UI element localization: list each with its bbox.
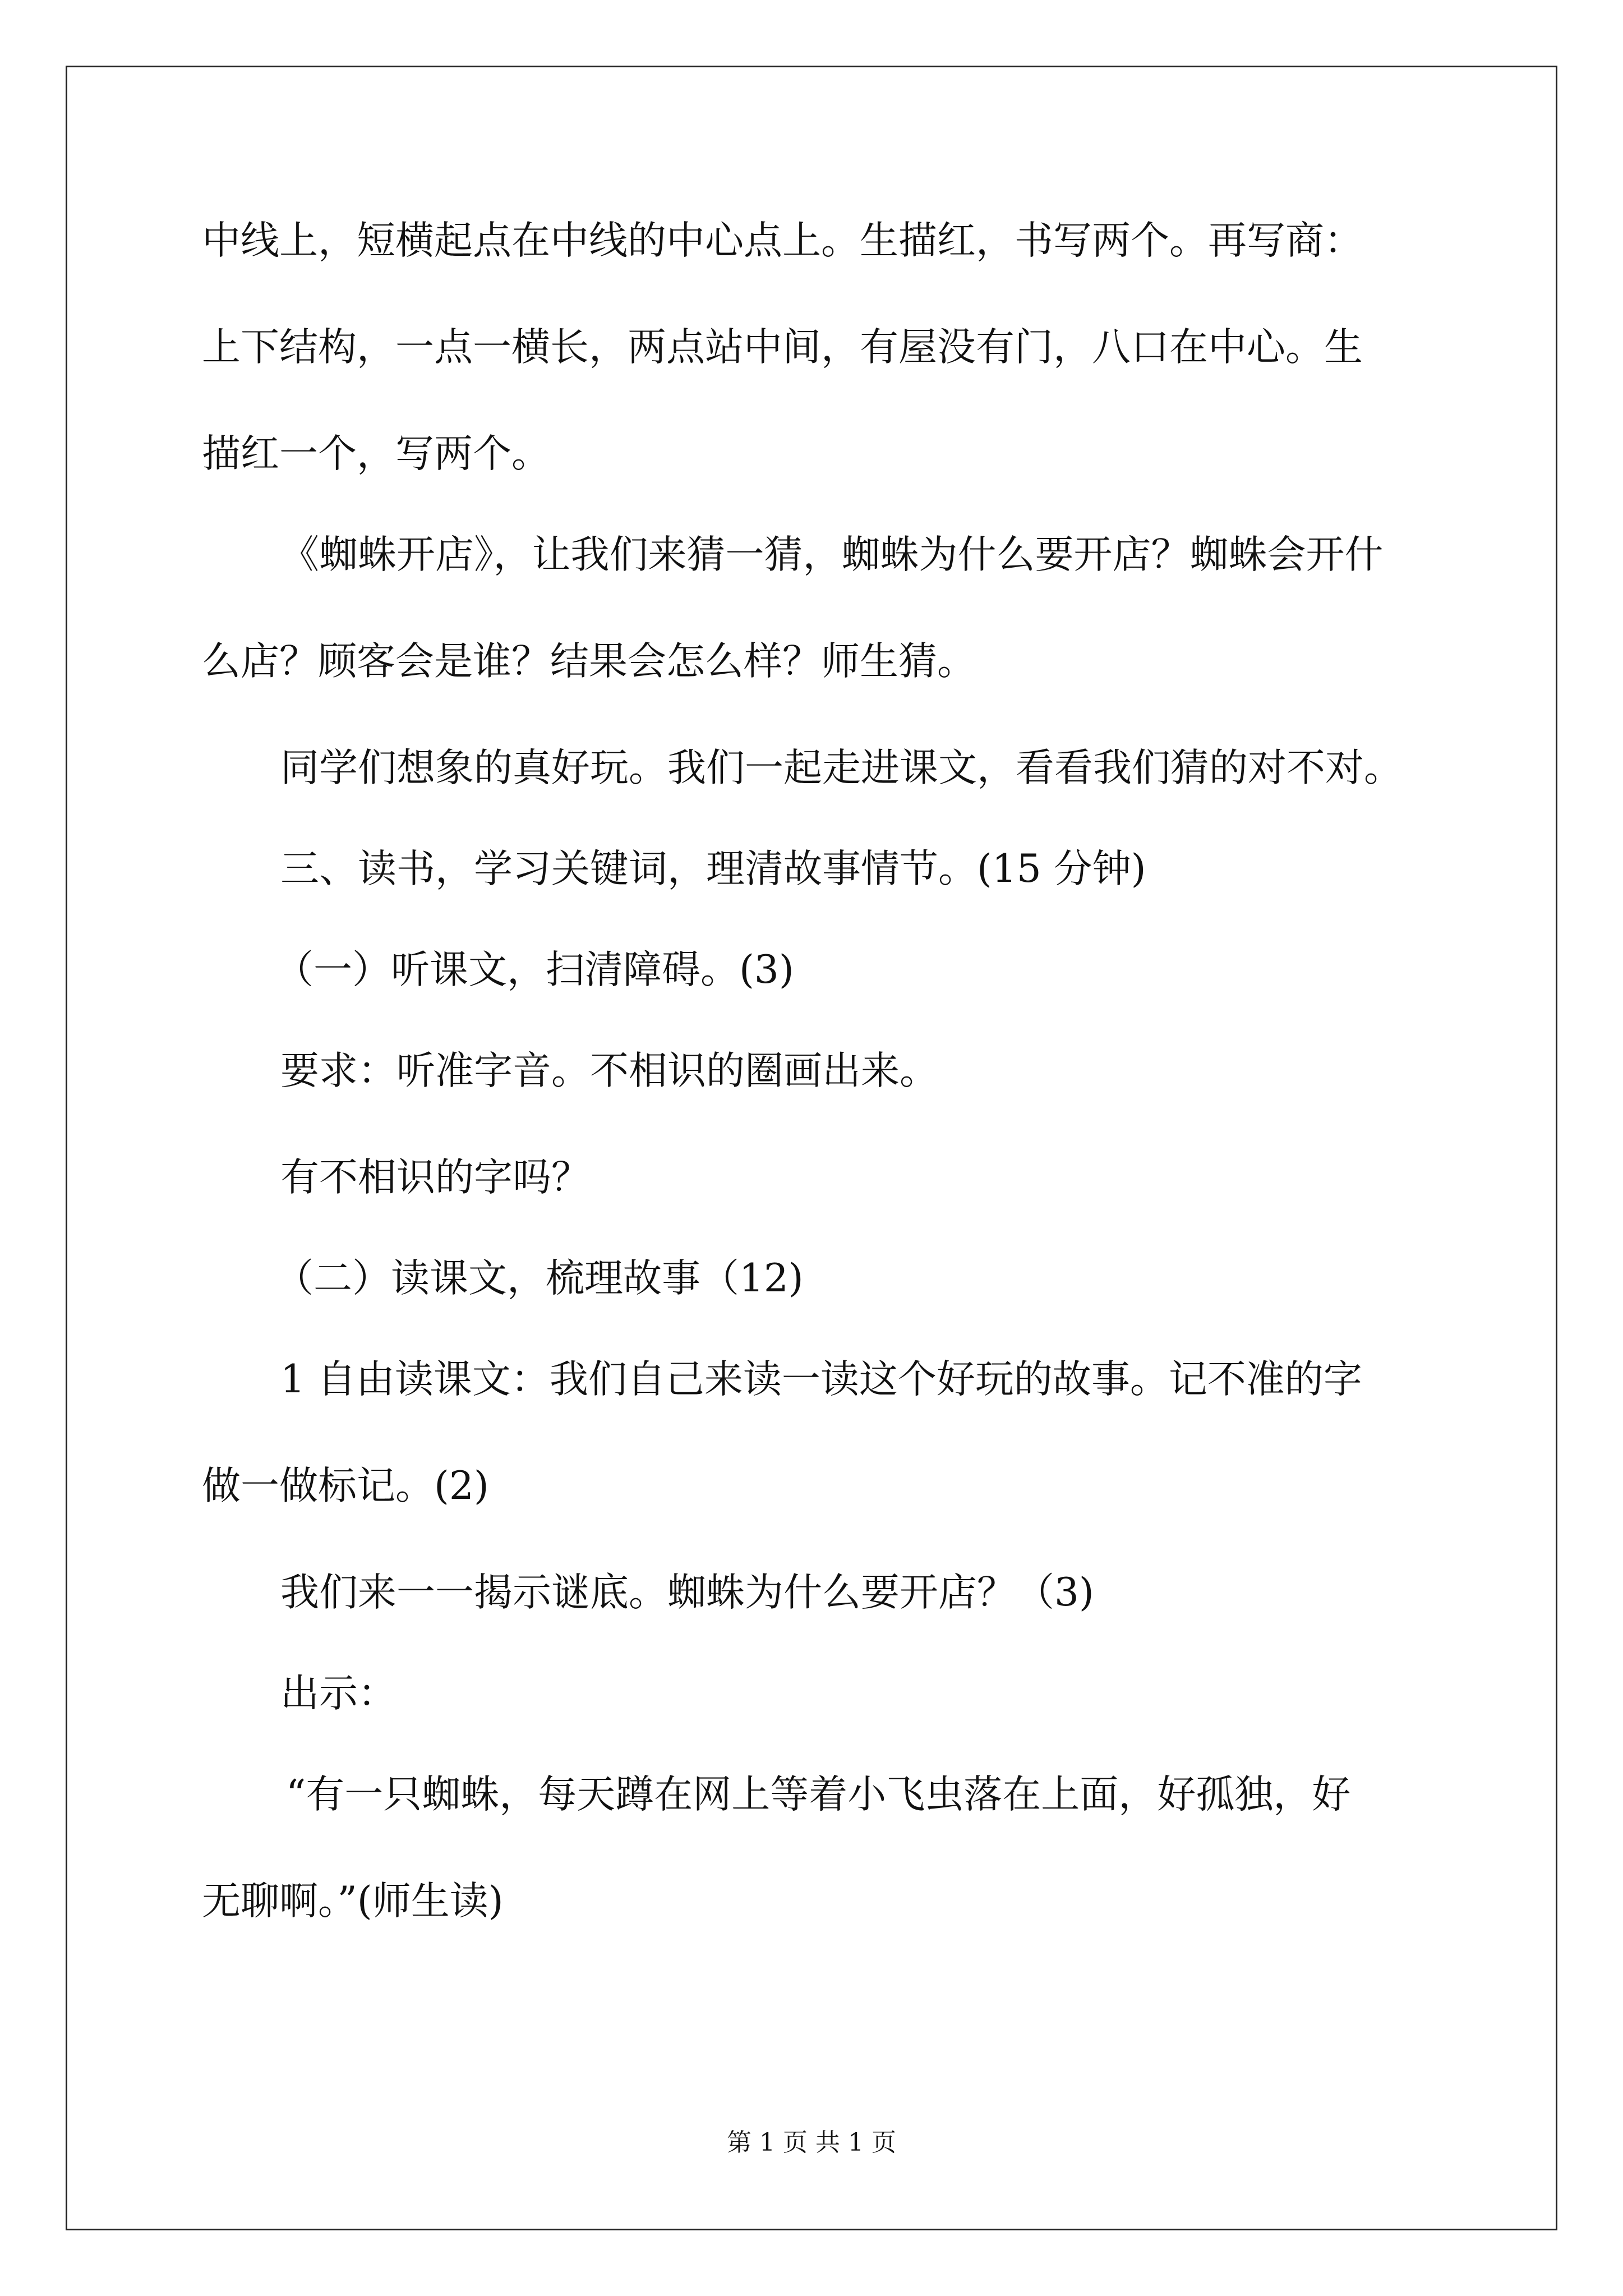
paragraph-line: 要求：听准字音。不相识的圈画出来。 [280, 1048, 938, 1093]
paragraph-line: 同学们想象的真好玩。我们一起走进课文，看看我们猜的对不对。 [280, 746, 1403, 790]
quote-line: “有一只蜘蛛，每天蹲在网上等着小飞虫落在上面，好孤独，好 [286, 1772, 1351, 1817]
paragraph-line: 我们来一一揭示谜底。蜘蛛为什么要开店？（3) [280, 1570, 1094, 1615]
text-line: 做一做标记。(2) [202, 1464, 489, 1508]
text-line: 中线上，短横起点在中线的中心点上。生描红，书写两个。再写商： [202, 218, 1363, 263]
paragraph-line: 《蜘蛛开店》，让我们来猜一猜，蜘蛛为什么要开店？蜘蛛会开什 [280, 532, 1384, 577]
text-line: 么店？顾客会是谁？结果会怎么样？师生猜。 [202, 639, 976, 684]
paragraph-line: 有不相识的字吗？ [280, 1155, 590, 1200]
subsection-heading: （一）听课文，扫清障碍。(3) [275, 947, 794, 992]
paragraph-line: 出示： [280, 1671, 396, 1716]
section-heading: 三、读书，学习关键词，理清故事情节。(15 分钟) [280, 846, 1146, 891]
paragraph-line: 1 自由读课文：我们自己来读一读这个好玩的故事。记不准的字 [280, 1357, 1362, 1402]
text-line: 上下结构，一点一横长，两点站中间，有屋没有门，八口在中心。生 [202, 325, 1363, 370]
page-number-footer: 第 1 页 共 1 页 [727, 2128, 896, 2157]
text-line: 无聊啊。”(师生读) [202, 1879, 504, 1924]
text-line: 描红一个，写两个。 [202, 431, 550, 476]
subsection-heading: （二）读课文，梳理故事（12) [275, 1256, 804, 1301]
